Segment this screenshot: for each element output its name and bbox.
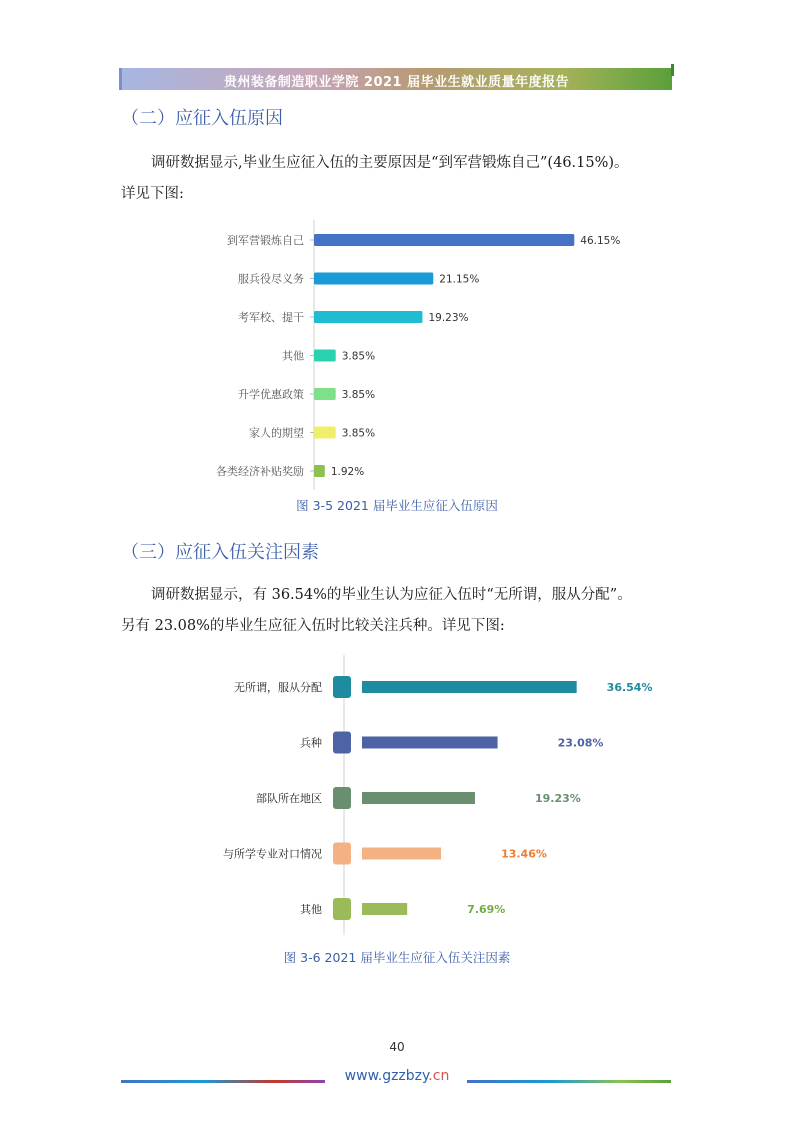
- chart1-category-label: 升学优惠政策: [238, 388, 304, 401]
- chart1-category-label: 服兵役尽义务: [238, 272, 304, 286]
- chart1-category-label: 家人的期望: [249, 426, 304, 440]
- chart2-bar-cap: [333, 787, 351, 809]
- chart1-bar: [314, 388, 336, 400]
- chart1-category-label: 各类经济补贴奖励: [216, 465, 304, 478]
- chart2-bar-cap: [333, 898, 351, 920]
- chart-enlistment-reasons: [190, 220, 630, 490]
- chart2-bar-cap: [333, 732, 351, 754]
- chart2-bar: [362, 681, 577, 693]
- chart2-category-label: 兵种: [300, 736, 322, 750]
- chart2-value-label: 7.69%: [467, 903, 506, 916]
- chart1-bar: [314, 311, 422, 323]
- section-title-factors: （三）应征入伍关注因素: [121, 542, 319, 563]
- chart1-value-label: 1.92%: [330, 466, 365, 478]
- chart1-value-label: 3.85%: [341, 350, 376, 363]
- chart1-bar: [314, 273, 433, 285]
- chart1-bar: [314, 465, 325, 477]
- chart1-value-label: 3.85%: [341, 389, 376, 401]
- header-bar: [121, 68, 672, 90]
- paragraph-factors-line1: 调研数据显示，有 36.54%的毕业生认为应征入伍时“无所谓，服从分配”。: [151, 587, 632, 603]
- chart2-value-label: 13.46%: [501, 847, 547, 861]
- chart2-value-label: 23.08%: [557, 736, 604, 750]
- chart1-value-label: 21.15%: [439, 273, 480, 286]
- chart1-value-label: 3.85%: [341, 427, 376, 440]
- paragraph-reasons: [121, 148, 676, 210]
- chart2-category-label: 其他: [300, 903, 322, 916]
- footer-line-right: [467, 1080, 671, 1083]
- chart2-bar-cap: [333, 676, 351, 698]
- chart1-bar: [314, 427, 336, 439]
- paragraph-reasons-line1: 调研数据显示,毕业生应征入伍的主要原因是“到军营锻炼自己”(46.15%)。: [151, 155, 629, 171]
- paragraph-factors-line2: 另有 23.08%的毕业生应征入伍时比较关注兵种。详见下图:: [121, 618, 505, 634]
- chart1-bar: [314, 350, 336, 362]
- chart-enlistment-factors: [190, 655, 670, 940]
- section-title-reasons: （二）应征入伍原因: [121, 108, 283, 129]
- chart2-category-label: 无所谓，服从分配: [234, 681, 322, 694]
- footer-url[interactable]: [0, 1068, 794, 1084]
- chart1-category-label: 到军营锻炼自己: [227, 234, 304, 247]
- chart2-bar-cap: [333, 843, 351, 865]
- chart2-bar: [362, 848, 441, 860]
- chart2-value-label: 36.54%: [606, 681, 653, 694]
- footer-url-domain: gzzbzy: [382, 1068, 429, 1084]
- footer-url-suffix: .cn: [428, 1068, 450, 1084]
- caption-figure-3-5: 图 3-5 2021 届毕业生应征入伍原因: [296, 498, 498, 513]
- chart1-value-label: 19.23%: [428, 312, 469, 324]
- chart2-bar: [362, 903, 407, 915]
- paragraph-factors: [121, 580, 676, 642]
- chart1-category-label: 其他: [282, 349, 304, 363]
- chart2-category-label: 部队所在地区: [256, 792, 322, 805]
- chart1-category-label: 考军校、提干: [238, 311, 304, 324]
- chart1-bar: [314, 234, 574, 246]
- chart2-category-label: 与所学专业对口情况: [223, 847, 322, 861]
- chart2-value-label: 19.23%: [534, 792, 581, 805]
- chart2-bar: [362, 737, 498, 749]
- header-title: 贵州装备制造职业学院 2021 届毕业生就业质量年度报告: [223, 75, 570, 90]
- caption-figure-3-6: 图 3-6 2021 届毕业生应征入伍关注因素: [283, 950, 511, 965]
- chart1-value-label: 46.15%: [580, 235, 621, 247]
- chart2-bar: [362, 792, 475, 804]
- footer-url-prefix: www.: [344, 1068, 383, 1084]
- page-number: 40: [389, 1040, 405, 1054]
- paragraph-reasons-line2: 详见下图:: [121, 186, 184, 202]
